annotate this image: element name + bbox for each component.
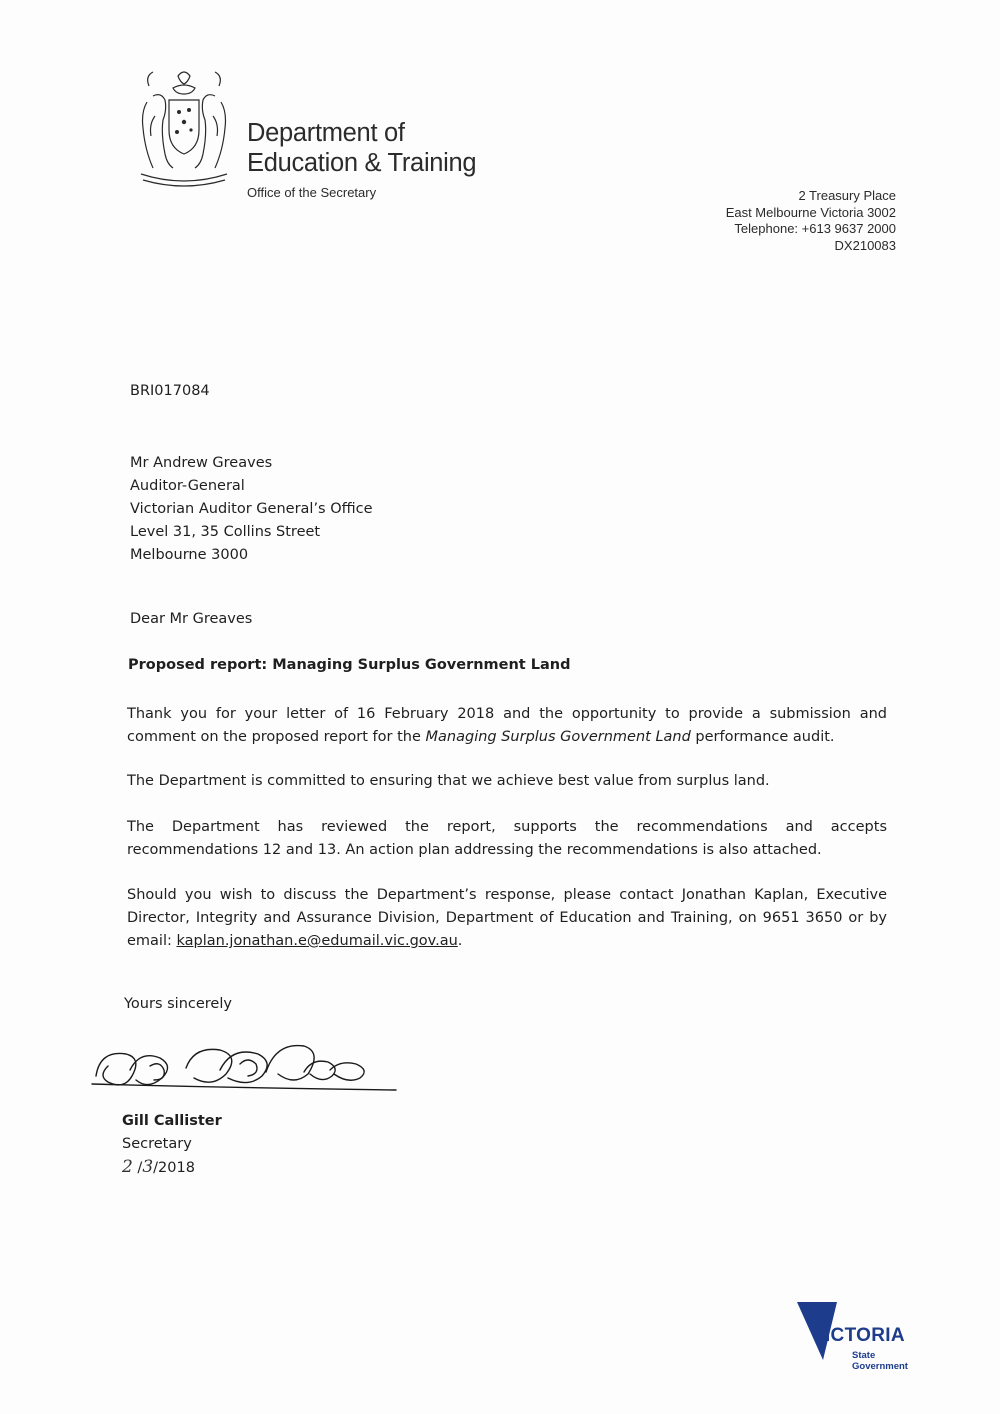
- signature-date: [122, 1156, 222, 1180]
- date-separator: /: [132, 1160, 143, 1176]
- date-month-handwritten: 3: [142, 1157, 154, 1177]
- date-day-handwritten: 2: [122, 1157, 133, 1177]
- department-name-line1: Department of: [247, 119, 405, 147]
- paragraph-3: The Department has reviewed the report, supports the recommendations and accepts recommendations 12 and 13. An action plan addressing the recommendations is also attached.: [127, 819, 887, 858]
- email-link[interactable]: kaplan.jonathan.e@edumail.vic.gov.au: [176, 933, 458, 949]
- coat-of-arms-icon: [133, 66, 235, 190]
- address-line: East Melbourne Victoria 3002: [725, 204, 896, 220]
- office-name: Office of the Secretary: [247, 185, 377, 200]
- recipient-city: Melbourne 3000: [130, 547, 249, 563]
- victoria-logo-word: VICTORIA: [812, 1325, 905, 1346]
- signatory-position: Secretary: [122, 1136, 192, 1152]
- salutation: Dear Mr Greaves: [130, 611, 253, 627]
- victoria-logo-subtitle: [852, 1350, 908, 1372]
- address-dx: DX210083: [834, 237, 896, 253]
- reference-number: BRI017084: [130, 383, 210, 399]
- signatory-name: Gill Callister: [122, 1113, 222, 1129]
- victoria-logo-sub2: Government: [852, 1361, 908, 1372]
- department-name-line2: Education & Training: [247, 149, 477, 177]
- closing: Yours sincerely: [124, 996, 232, 1012]
- report-title-italic: Managing Surplus Government Land: [425, 729, 691, 745]
- address-line: 2 Treasury Place: [798, 188, 896, 203]
- address-telephone: Telephone: +613 9637 2000: [734, 221, 896, 236]
- recipient-organisation: Victorian Auditor General’s Office: [130, 501, 373, 517]
- paragraph-2: The Department is committed to ensuring that we achieve best value from surplus land.: [127, 773, 770, 789]
- paragraph-4-text-end: .: [457, 933, 463, 949]
- paragraph-1-text: Thank you for your letter of 16 February 2018 and the opportunity to provide a submission and comment on the proposed report for the: [127, 706, 887, 745]
- paragraph-4-text: Should you wish to discuss the Department’s response, please contact Jonathan Kaplan, Executive Director, Integrity and Assurance Division, Department of Education and Training, on 9651 3650 or by email:: [127, 887, 887, 949]
- date-year: /2018: [153, 1160, 195, 1176]
- recipient-block: [130, 452, 373, 567]
- recipient-street: Level 31, 35 Collins Street: [130, 524, 321, 540]
- paragraph-4: [127, 884, 887, 953]
- subject-line: Proposed report: Managing Surplus Government Land: [128, 657, 571, 673]
- signature-image: [90, 1040, 400, 1096]
- recipient-title: Auditor-General: [130, 478, 245, 494]
- department-name: [247, 118, 476, 178]
- paragraph-1: [127, 703, 887, 749]
- victoria-logo-sub1: State: [852, 1350, 876, 1361]
- sender-address: [726, 188, 896, 254]
- signatory-block: [122, 1110, 222, 1180]
- paragraph-1-text-end: performance audit.: [690, 729, 835, 745]
- recipient-name: Mr Andrew Greaves: [130, 455, 273, 471]
